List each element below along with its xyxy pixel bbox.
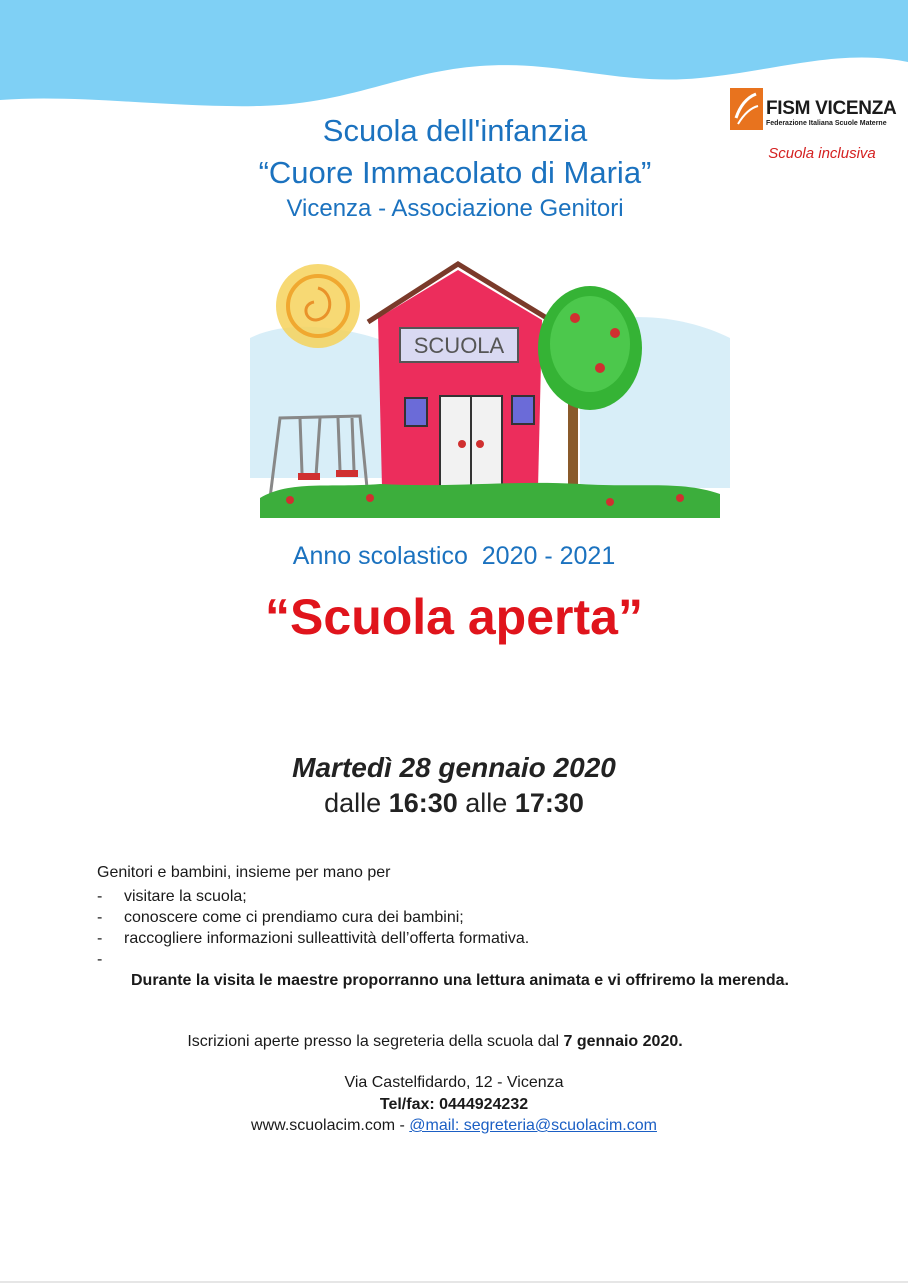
web-contacts xyxy=(0,1117,908,1135)
school-type: Scuola dell'infanzia xyxy=(322,113,588,148)
event-title: “Scuola aperta” xyxy=(265,589,643,645)
time-to: 17:30 xyxy=(514,788,584,818)
list-item: - raccogliere informazioni sulleattività dell’offerta formativa. xyxy=(97,928,529,949)
website: www.scuolacim.com xyxy=(251,1117,396,1134)
event-date: Martedì 28 gennaio 2020 xyxy=(292,752,616,783)
school-year: Anno scolastico 2020 - 2021 xyxy=(292,542,616,570)
enrollment-info xyxy=(150,1033,720,1051)
time-from-prefix: dalle xyxy=(324,788,382,818)
event-time xyxy=(0,788,908,819)
house-icon xyxy=(368,264,550,488)
time-to-prefix: alle xyxy=(465,788,508,818)
sun-icon xyxy=(276,264,360,348)
address: Via Castelfidardo, 12 - Vicenza xyxy=(344,1074,564,1091)
visit-notice: Durante la visita le maestre proporranno una lettura animata e vi offriremo la merenda. xyxy=(131,972,789,989)
tagline: Scuola inclusiva xyxy=(768,145,876,162)
school-illustration xyxy=(250,248,730,538)
list-item xyxy=(97,949,529,970)
phone: Tel/fax: 0444924232 xyxy=(379,1096,529,1113)
school-sign: SCUOLA xyxy=(413,333,505,358)
separator: - xyxy=(395,1117,410,1134)
fism-logo-mark xyxy=(730,88,763,130)
time-from: 16:30 xyxy=(388,788,458,818)
fism-brand: FISM VICENZA xyxy=(766,98,897,119)
email-link[interactable]: @mail: segreteria@scuolacim.com xyxy=(409,1117,657,1134)
school-name xyxy=(150,110,760,194)
fism-logo xyxy=(730,88,900,136)
list-item: - visitare la scuola; xyxy=(97,886,529,907)
intro-text: Genitori e bambini, insieme per mano per xyxy=(97,864,391,881)
list-item: - conoscere come ci prendiamo cura dei bambini; xyxy=(97,907,529,928)
enrollment-date: 7 gennaio 2020. xyxy=(563,1033,683,1050)
school-location: Vicenza - Associazione Genitori xyxy=(286,195,624,222)
enrollment-text: Iscrizioni aperte presso la segreteria della scuola dal xyxy=(187,1033,560,1050)
activities-list xyxy=(97,886,529,970)
school-title: “Cuore Immacolato di Maria” xyxy=(258,155,652,190)
fism-subtitle: Federazione Italiana Scuole Materne xyxy=(766,120,887,127)
